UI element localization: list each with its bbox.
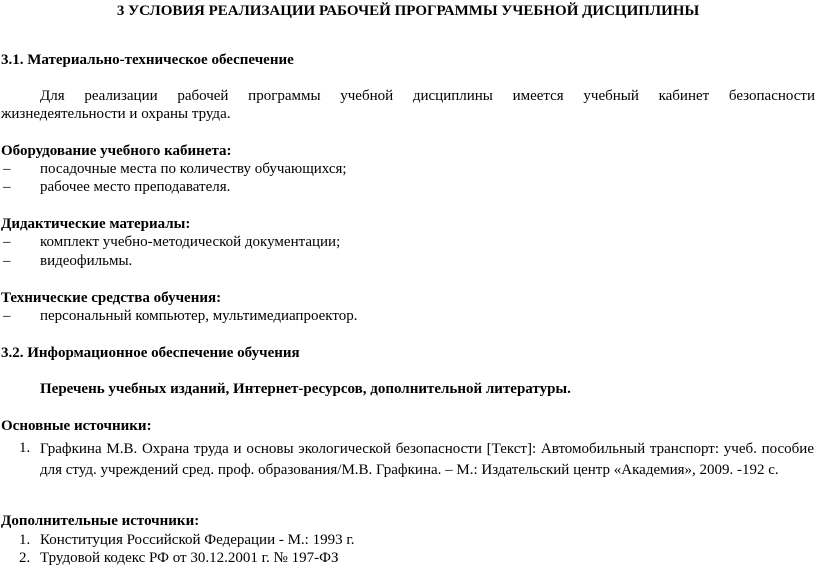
main-source-text: Графкина М.В. Охрана труда и основы экологической безопасности [Текст]: Автомобильный транспорт: учеб. пособие для студ. учреждений сред. проф. образования/М.В. Графкина. – М.: Издательский центр «Академия», 2009. -192 с.	[40, 441, 814, 478]
section-3-1-paragraph	[1, 87, 815, 123]
bullet-dash: –	[3, 234, 11, 250]
additional-source-text: Конституция Российской Федерации - М.: 1993 г.	[40, 532, 355, 548]
didactic-heading: Дидактические материалы:	[1, 216, 191, 232]
bullet-dash: –	[3, 161, 11, 177]
equipment-item-text: рабочее место преподавателя.	[40, 179, 231, 195]
equipment-heading: Оборудование учебного кабинета:	[1, 143, 232, 159]
list-number: 2.	[19, 550, 31, 566]
technical-item-text: персональный компьютер, мультимедиапроектор.	[40, 308, 358, 324]
additional-source-text: Трудовой кодекс РФ от 30.12.2001 г. № 197-ФЗ	[40, 550, 339, 566]
bullet-dash: –	[3, 253, 11, 269]
section-3-2-subheading: Перечень учебных изданий, Интернет-ресурсов, дополнительной литературы.	[40, 381, 571, 397]
equipment-item-text: посадочные места по количеству обучающихся;	[40, 161, 347, 177]
document-title: 3 УСЛОВИЯ РЕАЛИЗАЦИИ РАБОЧЕЙ ПРОГРАММЫ УЧЕБНОЙ ДИСЦИПЛИНЫ	[116, 3, 700, 19]
section-3-1-heading: 3.1. Материально-техническое обеспечение	[1, 52, 294, 68]
paragraph-line-2: жизнедеятельности и охраны труда.	[1, 106, 231, 122]
bullet-dash: –	[3, 308, 11, 324]
list-number: 1.	[19, 440, 31, 456]
list-number: 1.	[19, 532, 31, 548]
technical-heading: Технические средства обучения:	[1, 290, 222, 306]
main-sources-heading: Основные источники:	[1, 418, 152, 434]
bullet-dash: –	[3, 179, 11, 195]
additional-sources-heading: Дополнительные источники:	[1, 513, 200, 529]
section-3-2-heading: 3.2. Информационное обеспечение обучения	[1, 345, 300, 361]
didactic-item-text: комплект учебно-методической документации;	[40, 234, 341, 250]
paragraph-line-1: Для реализации рабочей программы учебной дисциплины имеется учебный кабинет безопасности	[40, 88, 815, 104]
didactic-item-text: видеофильмы.	[40, 253, 133, 269]
